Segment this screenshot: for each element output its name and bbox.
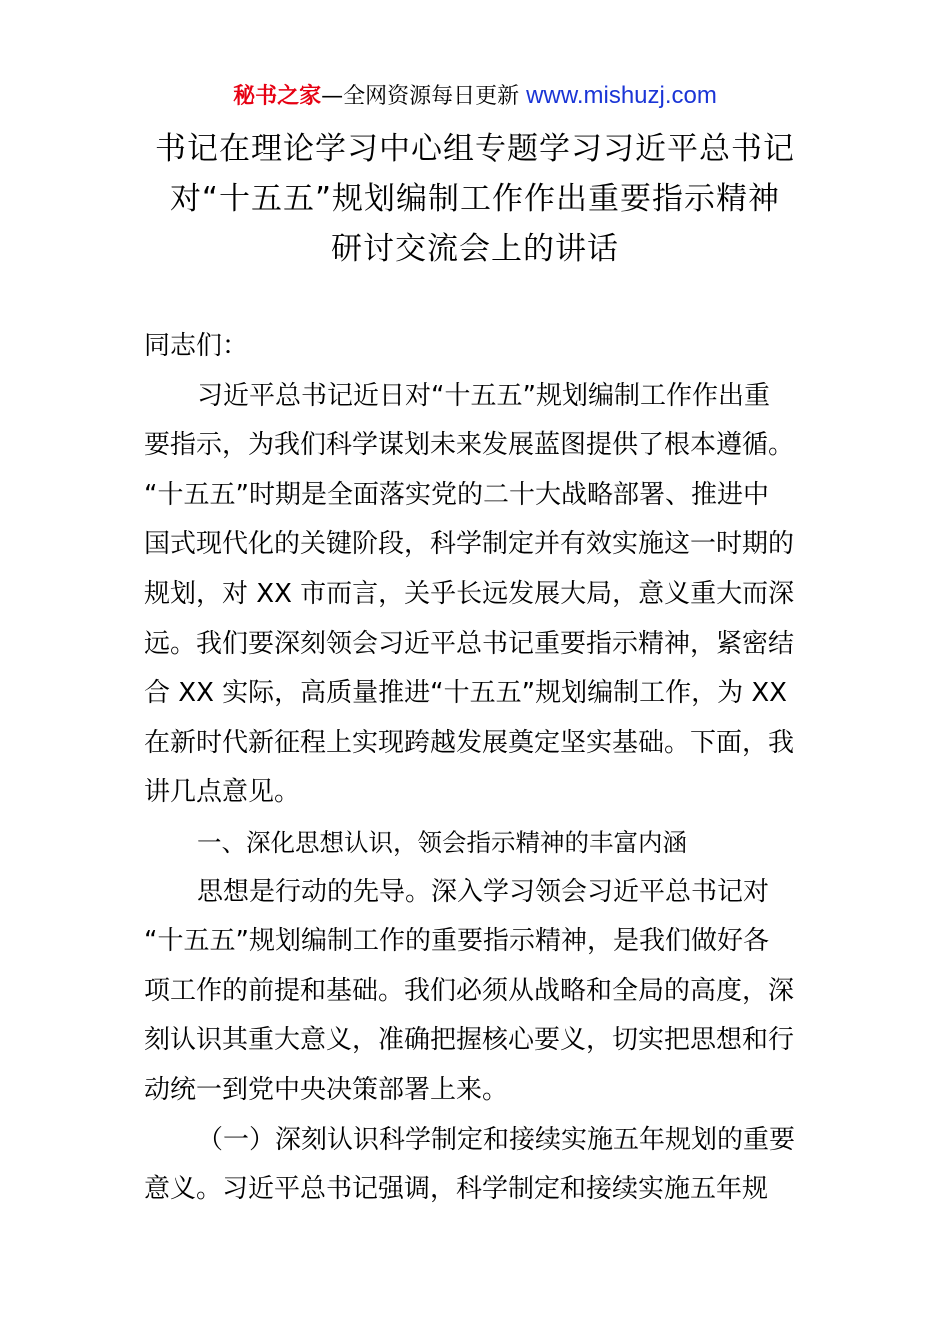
document-title bbox=[120, 124, 830, 274]
subsection-line: （一）深刻认识科学制定和接续实施五年规划的重要 bbox=[197, 1124, 796, 1155]
paragraph-line: “十五五”时期是全面落实党的二十大战略部署、推进中 bbox=[144, 479, 769, 510]
site-header bbox=[0, 80, 950, 113]
paragraph-line: 在新时代新征程上实现跨越发展奠定坚实基础。下面，我 bbox=[144, 727, 795, 758]
paragraph-line: 习近平总书记近日对“十五五”规划编制工作作出重 bbox=[197, 380, 770, 411]
paragraph-line: 远。我们要深刻领会习近平总书记重要指示精神，紧密结 bbox=[144, 628, 795, 659]
paragraph-line: 合 XX 实际，高质量推进“十五五”规划编制工作，为 XX bbox=[144, 678, 787, 709]
title-line: 对“十五五”规划编制工作作出重要指示精神 bbox=[169, 181, 781, 217]
paragraph-line: 讲几点意见。 bbox=[144, 777, 301, 808]
paragraph-line: 规划，对 XX 市而言，关乎长远发展大局，意义重大而深 bbox=[144, 578, 795, 609]
site-url-link[interactable]: www.mishuzj.com bbox=[526, 82, 717, 109]
paragraph-line: 意义。习近平总书记强调，科学制定和接续实施五年规 bbox=[144, 1174, 769, 1205]
paragraph-line: 动统一到党中央决策部署上来。 bbox=[144, 1074, 509, 1105]
paragraph-line: 国式现代化的关键阶段，科学制定并有效实施这一时期的 bbox=[144, 529, 795, 560]
brand-name: 秘书之家 bbox=[233, 84, 322, 109]
paragraph-line: 要指示，为我们科学谋划未来发展蓝图提供了根本遵循。 bbox=[144, 430, 795, 461]
paragraph-line: 项工作的前提和基础。我们必须从战略和全局的高度，深 bbox=[144, 975, 795, 1006]
title-line: 研讨交流会上的讲话 bbox=[331, 231, 619, 267]
document-body bbox=[144, 322, 814, 1215]
paragraph-line: 思想是行动的先导。深入学习领会习近平总书记对 bbox=[197, 876, 770, 907]
paragraph-line: “十五五”规划编制工作的重要指示精神，是我们做好各 bbox=[144, 926, 769, 957]
salutation: 同志们： bbox=[144, 331, 249, 361]
paragraph-line: 刻认识其重大意义，准确把握核心要义，切实把思想和行 bbox=[144, 1025, 795, 1056]
section-heading: 一、深化思想认识，领会指示精神的丰富内涵 bbox=[197, 827, 687, 857]
title-line: 书记在理论学习中心组专题学习习近平总书记 bbox=[155, 131, 795, 167]
header-tagline: —全网资源每日更新 bbox=[321, 84, 520, 109]
